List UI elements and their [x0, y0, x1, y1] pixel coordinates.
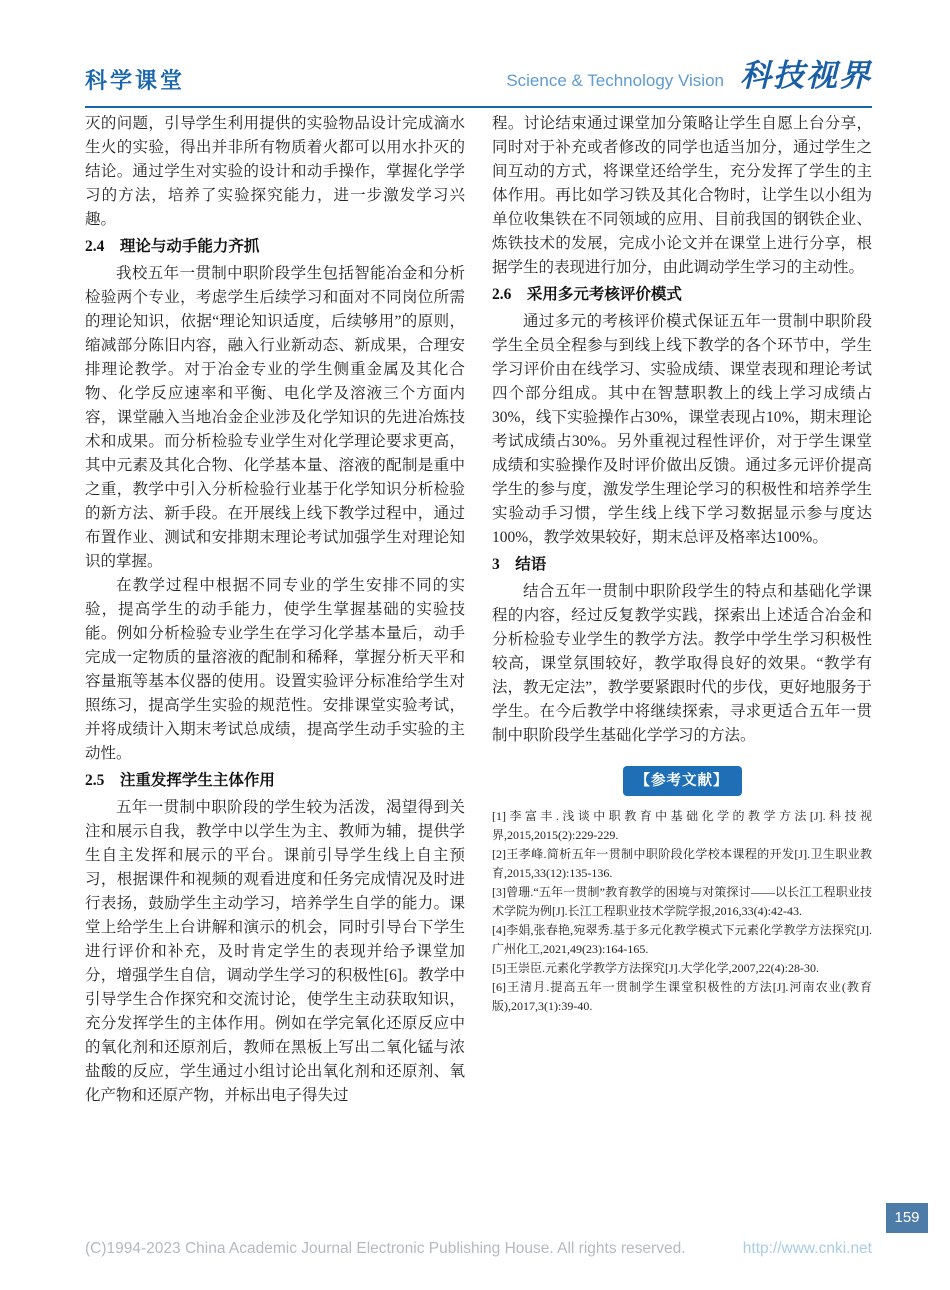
section-heading-2-6: 2.6 采用多元考核评价模式 [492, 286, 682, 303]
paragraph: 我校五年一贯制中职阶段学生包括智能冶金和分析检验两个专业，考虑学生后续学习和面对不同岗位所需的理论知识，依据“理论知识适度，后续够用”的原则，缩减部分陈旧内容，融入行业新动态、新成果，合理安排理论教学。对于冶金专业的学生侧重金属及其化合物、化学反应速率和平衡、电化学及溶液三个方面内容，课堂融入当地冶金企业涉及化学知识的先进冶炼技术和成果。而分析检验专业学生对化学理论要求更高，其中元素及其化合物、化学基本量、溶液的配制是重中之重，教学中引入分析检验行业基于化学知识分析检验的新方法、新手段。在开展线上线下教学过程中，通过布置作业、测试和安排期末理论考试加强学生对理论知识的掌握。 [85, 265, 465, 570]
reference-item: [6]王清月.提高五年一贯制学生课堂积极性的方法[J].河南农业(教育版),2017,3(1):39-40. [492, 980, 872, 1013]
paragraph-continuation: 灭的问题，引导学生利用提供的实验物品设计完成滴水生火的实验，得出并非所有物质着火都可以用水扑灭的结论。通过学生对实验的设计和动手操作，掌握化学学习的方法，培养了实验探究能力，进一步激发学习兴趣。 [85, 115, 465, 228]
section-heading-conclusion: 3 结语 [492, 556, 547, 573]
journal-branding [506, 50, 872, 95]
paragraph: 五年一贯制中职阶段的学生较为活泼，渴望得到关注和展示自我，教学中以学生为主、教师为辅，提供学生自主发挥和展示的平台。课前引导学生线上自主预习，根据课件和视频的观看进度和任务完成情况及时进行表扬，鼓励学生主动学习，培养学生自学的能力。课堂上给学生上台讲解和演示的机会，同时引导台下学生进行评价和补充，及时肯定学生的表现并给予课堂加分，增强学生自信，调动学生学习的积极性[6]。教学中引导学生合作探究和交流讨论，使学生主动获取知识，充分发挥学生的主体作用。例如在学完氧化还原反应中的氧化剂和还原剂后，教师在黑板上写出二氧化锰与浓盐酸的反应，学生通过小组讨论出氧化剂和还原剂、氧化产物和还原产物，并标出电子得失过 [85, 799, 465, 1104]
page-header [85, 50, 872, 108]
right-column [492, 112, 872, 1108]
paragraph: 通过多元的考核评价模式保证五年一贯制中职阶段学生全员全程参与到线上线下教学的各个环节中，学生学习评价由在线学习、实验成绩、课堂表现和理论考试四个部分组成。其中在智慧职教上的线上学习成绩占30%，线下实验操作占30%，课堂表现占10%，期末理论考试成绩占30%。另外重视过程性评价，对于学生课堂成绩和实验操作及时评价做出反馈。通过多元评价提高学生的参与度，激发学生理论学习的积极性和培养学生实验动手习惯，学生线上线下学习数据显示参与度达100%，教学效果较好，期末总评及格率达100%。 [492, 313, 872, 546]
page-footer [85, 1240, 872, 1258]
reference-item: [4]李娟,张春艳,宛翠秀.基于多元化教学模式下元素化学教学方法探究[J].广州化工,2021,49(23):164-165. [492, 923, 872, 956]
article-body [85, 112, 872, 1108]
page-number-badge: 159 [886, 1203, 928, 1233]
copyright-notice: (C)1994-2023 China Academic Journal Electronic Publishing House. All rights reserved. [85, 1240, 686, 1257]
left-column [85, 112, 465, 1108]
references-label: 【参考文献】 [623, 766, 742, 796]
paragraph: 在教学过程中根据不同专业的学生安排不同的实验，提高学生的动手能力，使学生掌握基础的实验技能。例如分析检验专业学生在学习化学基本量后，动手完成一定物质的量溶液的配制和稀释，掌握分析天平和容量瓶等基本仪器的使用。设置实验评分标准给学生对照练习，提高学生实验的规范性。安排课堂实验考试，并将成绩计入期末考试总成绩，提高学生动手实验的主动性。 [85, 577, 465, 762]
paragraph: 结合五年一贯制中职阶段学生的特点和基础化学课程的内容，经过反复教学实践，探索出上述适合冶金和分析检验专业学生的教学方法。教学中学生学习积极性较高，课堂氛围较好，教学取得良好的效果。“教学有法，教无定法”，教学要紧跟时代的步伐，更好地服务于学生。在今后教学中将继续探索，寻求更适合五年一贯制中职阶段学生基础化学学习的方法。 [492, 583, 872, 744]
journal-logo: 科技视界 [740, 58, 872, 93]
reference-item: [1]李富丰.浅谈中职教育中基础化学的教学方法[J].科技视界,2015,2015(2):229-229. [492, 809, 872, 842]
cnki-link[interactable]: http://www.cnki.net [742, 1240, 872, 1257]
column-section-title: 科学课堂 [85, 68, 186, 93]
reference-item: [3]曾珊.“五年一贯制”教育教学的困境与对策探讨——以长江工程职业技术学院为例[J].长江工程职业技术学院学报,2016,33(4):42-43. [492, 885, 872, 918]
section-heading-2-5: 2.5 注重发挥学生主体作用 [85, 772, 275, 789]
section-heading-2-4: 2.4 理论与动手能力齐抓 [85, 238, 260, 255]
journal-name-english: Science & Technology Vision [506, 71, 724, 90]
references-list [492, 807, 872, 1016]
paragraph-continuation: 程。讨论结束通过课堂加分策略让学生自愿上台分享，同时对于补充或者修改的同学也适当加分，通过学生之间互动的方式，将课堂还给学生，充分发挥了学生的主体作用。再比如学习铁及其化合物时，让学生以小组为单位收集铁在不同领域的应用、目前我国的钢铁企业、炼铁技术的发展，完成小论文并在课堂上进行分享，根据学生的表现进行加分，由此调动学生学习的主动性。 [492, 115, 872, 276]
reference-item: [5]王崇臣.元素化学教学方法探究[J].大学化学,2007,22(4):28-30. [492, 961, 819, 975]
reference-item: [2]王孝峰.简析五年一贯制中职阶段化学校本课程的开发[J].卫生职业教育,2015,33(12):135-136. [492, 847, 872, 880]
